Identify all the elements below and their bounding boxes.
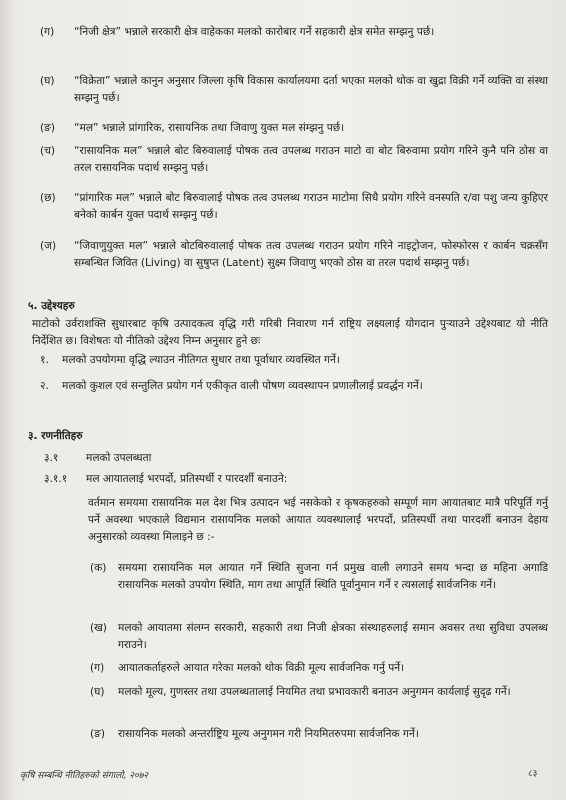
strategy-paragraph: वर्तमान समयमा रासायनिक मल देश भित्र उत्पादन भई नसकेको र कृषकहरुको सम्पूर्ण माग आयातबाट मात्रै परिपूर्ति गर्नु पर्ने अवस्था भएकाले विद्यमान रासायनिक मलको आयात व्यवस्थालाई भरपर्दो, प्रतिस्पर्धी तथा पारदर्शी बनाउन देहाय अनुसारको व्यवस्था मिलाइने छ :- xyxy=(88,497,548,543)
definition-text: “निजी क्षेत्र” भन्नाले सरकारी क्षेत्र वाहेकका मलको कारोबार गर्ने सहकारी क्षेत्र समेत सम्झनु पर्छ। xyxy=(74,26,435,38)
strategy-item-text: रासायनिक मलको अन्तर्राष्ट्रिय मूल्य अनुगमन गरी नियमितरुपमा सार्वजनिक गर्ने। xyxy=(118,728,419,740)
strategy-item-label: (ङ) xyxy=(90,728,106,740)
strategy-item-label: (घ) xyxy=(90,686,105,698)
definition-text: “रासायनिक मल” भन्नाले बोट बिरुवालाई पोषक तत्व उपलब्ध गराउन माटो वा बोट बिरुवामा प्रयोग गरिने कुनै पनि ठोस वा तरल रासायनिक पदार्थ सम्झनु पर्छ। xyxy=(74,145,548,174)
footer-title: कृषि सम्बन्धि नीतिहरुको संगालो, २०७२ xyxy=(20,771,149,781)
definition-label: (ग) xyxy=(40,26,55,38)
definition-text: “मल” भन्नाले प्रांगारिक, रासायनिक तथा जिवाणु युक्त मल संम्झनु पर्छ। xyxy=(74,122,345,134)
definition-label: (छ) xyxy=(40,192,56,204)
definition-text: “विक्रेता” भन्नाले कानुन अनुसार जिल्ला कृषि विकास कार्यालयमा दर्ता भएका मलको थोक वा खुद्रा विक्री गर्ने व्यक्ति वा संस्था सम्झनु पर्छ। xyxy=(74,75,549,104)
definition-label: (ङ) xyxy=(40,122,56,134)
objective-label: १. xyxy=(40,354,49,366)
objective-text: मलको उपयोगमा वृद्धि ल्याउन नीतिगत सुधार तथा पूर्वाधार व्यवस्थित गर्ने। xyxy=(62,354,340,366)
definition-text: “जिवाणुयुक्त मल” भन्नाले बोटबिरुवालाई पोषक तत्व उपलब्ध गराउन प्रयोग गरिने नाइट्रोजन, फोस्फोरस र कार्बन चक्रसँग सम्बन्धित जिवित (Living) वा सुषुप्त (Latent) सुक्ष्म जिवाणु भएको ठोस वा तरल पदार्थ सम्झनु पर्छ। xyxy=(74,240,548,269)
subsection-title: मलको उपलब्धता xyxy=(86,452,152,464)
subsection-label: ३.१.१ xyxy=(44,473,68,485)
objectives-intro: माटोको उर्वराशक्ति सुधारबाट कृषि उत्पादकत्व वृद्धि गरी गरिबी निवारण गर्न राष्ट्रिय लक्ष्यलाई योगदान पुऱ्याउने उद्देश्यबाट यो नीति निर्देशित छ। विशेषतः यो नीतिको उद्देश्य निम्न अनुसार हुने छः xyxy=(32,318,548,347)
subsection-title: मल आयातलाई भरपर्दो, प्रतिस्पर्धी र पारदर्शी बनाउने: xyxy=(86,473,288,485)
objective-label: २. xyxy=(40,380,49,392)
subsection-label: ३.१ xyxy=(44,452,59,464)
strategy-item-label: (क) xyxy=(90,562,107,574)
section-heading-objectives: ५. उद्देश्यहरु xyxy=(28,300,75,312)
objective-text: मलको कुशल एवं सन्तुलित प्रयोग गर्न एकीकृत वाली पोषण व्यवस्थापन प्रणालीलाई प्रवर्द्धन गर्ने। xyxy=(62,380,423,392)
definition-label: (ज) xyxy=(40,240,57,252)
definition-text: “प्रांगारिक मल” भन्नाले बोट बिरुवालाई पोषक तत्व उपलब्ध गराउन माटोमा सिधै प्रयोग गरिने वनस्पति र/वा पशु जन्य कुहिएर बनेको कार्बन युक्त पदार्थ सम्झनु पर्छ। xyxy=(74,192,548,221)
strategy-item-label: (ग) xyxy=(90,662,105,674)
strategy-item-text: मलको आयातमा संलग्न सरकारी, सहकारी तथा निजी क्षेत्रका संस्थाहरुलाई समान अवसर तथा सुविधा उपलब्ध गराउने। xyxy=(118,622,548,651)
definition-label: (च) xyxy=(40,145,55,157)
strategy-item-text: मलको मूल्य, गुणस्तर तथा उपलब्धतालाई नियमित तथा प्रभावकारी बनाउन अनुगमन कार्यलाई सुदृढ गर्ने। xyxy=(118,686,511,698)
strategy-item-text: समयमा रासायनिक मल आयात गर्ने स्थिति सुजना गर्न प्रमुख वाली लगाउने समय भन्दा छ महिना अगाडि रासायनिक मलको उपयोग स्थिति, माग तथा आपूर्ति स्थिति पूर्वानुमान गर्ने र त्यसलाई सार्वजनिक गर्ने। xyxy=(118,562,548,591)
strategy-item-text: आयातकर्ताहरुले आयात गरेका मलको थोक विक्री मूल्य सार्वजनिक गर्नु पर्ने। xyxy=(118,662,405,674)
section-heading-strategies: ३. रणनीतिहरु xyxy=(28,430,83,442)
page-number: ८३ xyxy=(528,769,538,779)
definition-label: (घ) xyxy=(40,75,55,87)
strategy-item-label: (ख) xyxy=(90,622,107,634)
